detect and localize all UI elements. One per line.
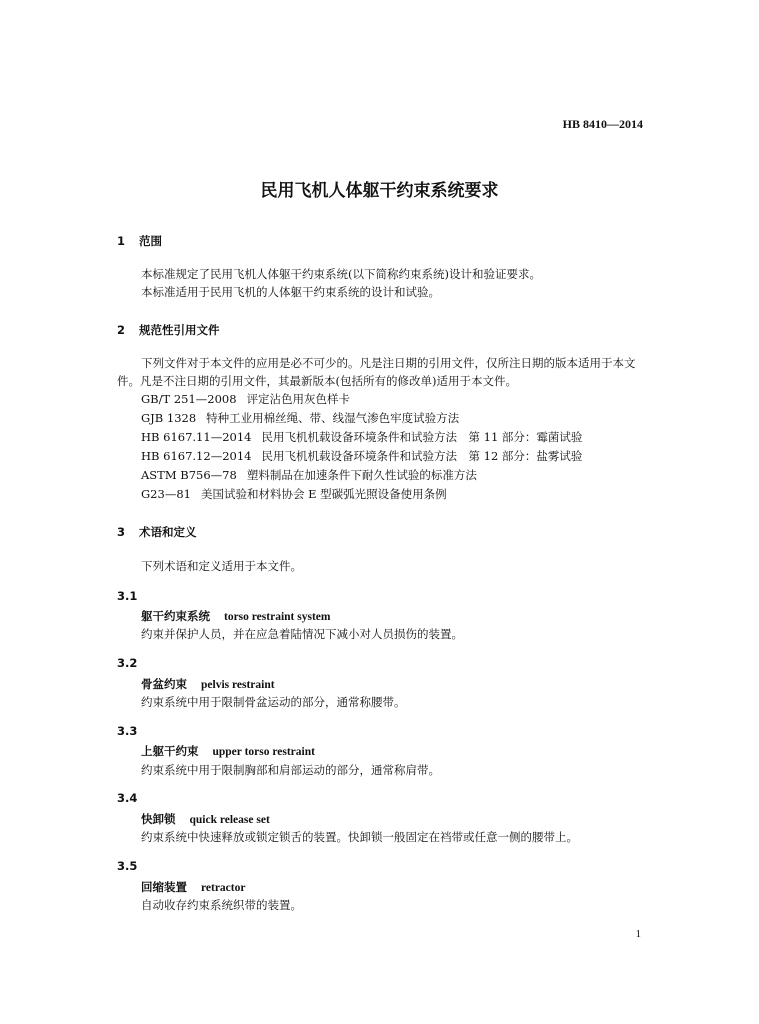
term-name: [141, 743, 315, 759]
reference-code: GJB 1328: [141, 411, 197, 425]
reference-title: 民用飞机机载设备环境条件和试验方法 第 12 部分：盐雾试验: [261, 449, 583, 463]
reference-item: [141, 467, 477, 483]
reference-item: [141, 448, 582, 464]
term-cn: 快卸锁: [141, 812, 176, 826]
standard-number: HB 8410—2014: [562, 117, 643, 131]
term-en: pelvis restraint: [201, 679, 275, 691]
term-definition: 约束系统中用于限制胸部和肩部运动的部分，通常称肩带。: [141, 763, 440, 777]
term-definition: 自动收存约束系统织带的装置。: [141, 898, 302, 912]
reference-code: ASTM B756—78: [141, 468, 237, 482]
reference-code: HB 6167.11—2014: [141, 430, 252, 444]
term-name: [141, 608, 330, 624]
term-en: torso restraint system: [224, 611, 331, 623]
section-number: 1: [117, 234, 126, 248]
section-title: 术语和定义: [139, 525, 197, 539]
scope-paragraph-2: 本标准适用于民用飞机的人体躯干约束系统的设计和试验。: [141, 285, 440, 299]
term-name: [141, 676, 275, 692]
term-en: upper torso restraint: [212, 746, 315, 758]
term-number: 3.3: [117, 724, 138, 738]
term-name: [141, 879, 245, 895]
normative-intro-line-2: 件。凡是不注日期的引用文件，其最新版本(包括所有的修改单)适用于本文件。: [117, 374, 517, 388]
terms-intro: 下列术语和定义适用于本文件。: [141, 559, 302, 573]
document-title: 民用飞机人体躯干约束系统要求: [260, 181, 499, 201]
term-definition: 约束并保护人员，并在应急着陆情况下减小对人员损伤的装置。: [141, 627, 463, 641]
section-title: 范围: [139, 234, 162, 248]
normative-intro-line-1: 下列文件对于本文件的应用是必不可少的。凡是注日期的引用文件，仅所注日期的版本适用于本文: [141, 356, 636, 370]
term-name: [141, 811, 270, 827]
reference-item: [141, 486, 447, 502]
term-number: 3.4: [117, 791, 138, 805]
term-en: retractor: [201, 882, 246, 894]
section-1-heading: [117, 233, 162, 249]
reference-code: HB 6167.12—2014: [141, 449, 252, 463]
term-definition: 约束系统中用于限制骨盆运动的部分，通常称腰带。: [141, 695, 406, 709]
term-cn: 回缩装置: [141, 880, 187, 894]
section-2-heading: [117, 322, 220, 338]
scope-paragraph-1: 本标准规定了民用飞机人体躯干约束系统(以下简称约束系统)设计和验证要求。: [141, 267, 541, 281]
term-definition: 约束系统中快速释放或锁定锁舌的装置。快卸锁一般固定在裆带或任意一侧的腰带上。: [141, 830, 578, 844]
section-number: 2: [117, 323, 126, 337]
reference-title: 特种工业用棉丝绳、带、线湿气渗色牢度试验方法: [206, 411, 460, 425]
page-number: 1: [635, 928, 641, 940]
term-number: 3.2: [117, 656, 138, 670]
reference-item: [141, 391, 350, 407]
reference-title: 塑料制品在加速条件下耐久性试验的标准方法: [246, 468, 477, 482]
term-number: 3.1: [117, 589, 138, 603]
reference-item: [141, 410, 459, 426]
reference-code: GB/T 251—2008: [141, 392, 237, 406]
reference-item: [141, 429, 582, 445]
reference-title: 评定沾色用灰色样卡: [246, 392, 351, 406]
section-3-heading: [117, 524, 197, 540]
term-cn: 骨盆约束: [141, 677, 187, 691]
term-cn: 上躯干约束: [141, 744, 199, 758]
term-number: 3.5: [117, 859, 138, 873]
reference-code: G23—81: [141, 487, 191, 501]
term-cn: 躯干约束系统: [141, 609, 210, 623]
section-number: 3: [117, 525, 126, 539]
term-en: quick release set: [189, 814, 270, 826]
reference-title: 民用飞机机载设备环境条件和试验方法 第 11 部分：霉菌试验: [261, 430, 583, 444]
reference-title: 美国试验和材料协会 E 型碳弧光照设备使用条例: [200, 487, 447, 501]
section-title: 规范性引用文件: [139, 323, 220, 337]
